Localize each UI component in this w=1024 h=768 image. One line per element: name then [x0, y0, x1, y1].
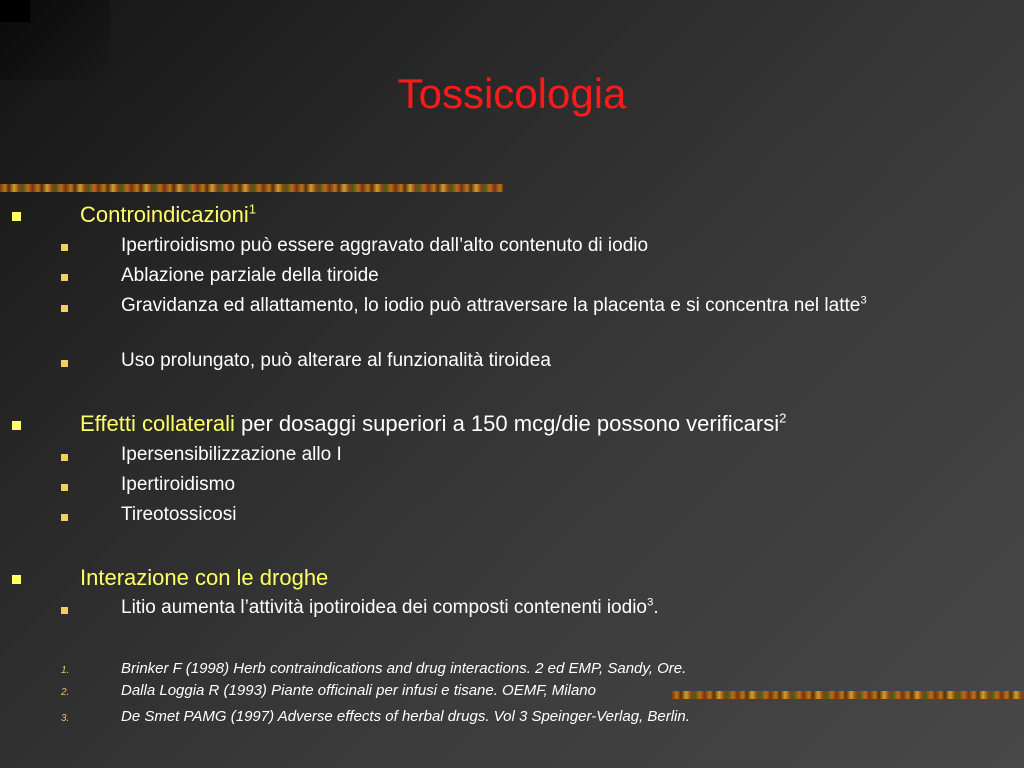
item-bullet-icon [61, 454, 68, 461]
item-suffix: . [653, 597, 659, 618]
section-heading-effetti-collaterali [80, 411, 786, 437]
slide-title: Tossicologia [397, 70, 627, 117]
footnote-ref: 1 [248, 201, 257, 217]
section-heading-interazione [80, 565, 328, 591]
heading-text: Controindicazioni [80, 202, 249, 227]
heading-rest-text: per dosaggi superiori a 150 mcg/die possono verificarsi [234, 411, 780, 436]
list-item: Tireotossicosi [121, 504, 237, 525]
footnote-ref: 2 [779, 410, 787, 426]
list-item: Ipertiroidismo può essere aggravato dall’alto contenuto di iodio [121, 235, 649, 256]
list-item [121, 597, 659, 619]
section-bullet-icon [12, 212, 21, 221]
corner-mark [0, 0, 30, 22]
item-bullet-icon [61, 484, 68, 491]
reference-number: 1. [61, 665, 70, 676]
item-bullet-icon [61, 514, 68, 521]
reference-number: 2. [61, 687, 70, 698]
decorative-band-bottom [672, 691, 1024, 699]
reference-item: De Smet PAMG (1997) Adverse effects of herbal drugs. Vol 3 Speinger-Verlag, Berlin. [121, 708, 690, 725]
item-text: Gravidanza ed allattamento, lo iodio può attraversare la placenta e si concentra nel latte [121, 295, 861, 316]
heading-text: Effetti collaterali [80, 411, 235, 436]
item-bullet-icon [61, 607, 68, 614]
footnote-ref: 3 [646, 596, 654, 609]
section-heading-controindicazioni [80, 202, 256, 228]
item-bullet-icon [61, 274, 68, 281]
section-bullet-icon [12, 421, 21, 430]
decorative-band-top [0, 184, 503, 192]
list-item: Ipersensibilizzazione allo I [121, 444, 342, 465]
reference-item: Brinker F (1998) Herb contraindications and drug interactions. 2 ed EMP, Sandy, Ore. [121, 660, 687, 677]
list-item [121, 294, 971, 318]
section-bullet-icon [12, 575, 21, 584]
item-bullet-icon [61, 305, 68, 312]
reference-number: 3. [61, 713, 70, 724]
reference-item: Dalla Loggia R (1993) Piante officinali per infusi e tisane. OEMF, Milano [121, 682, 596, 699]
item-text: Litio aumenta l’attività ipotiroidea dei composti contenenti iodio [121, 597, 647, 618]
list-item: Uso prolungato, può alterare al funzionalità tiroidea [121, 350, 551, 371]
heading-text: Interazione con le droghe [80, 565, 329, 590]
item-bullet-icon [61, 244, 68, 251]
item-bullet-icon [61, 360, 68, 367]
list-item: Ablazione parziale della tiroide [121, 265, 379, 286]
footnote-ref: 3 [860, 294, 867, 307]
list-item: Ipertiroidismo [121, 474, 236, 495]
